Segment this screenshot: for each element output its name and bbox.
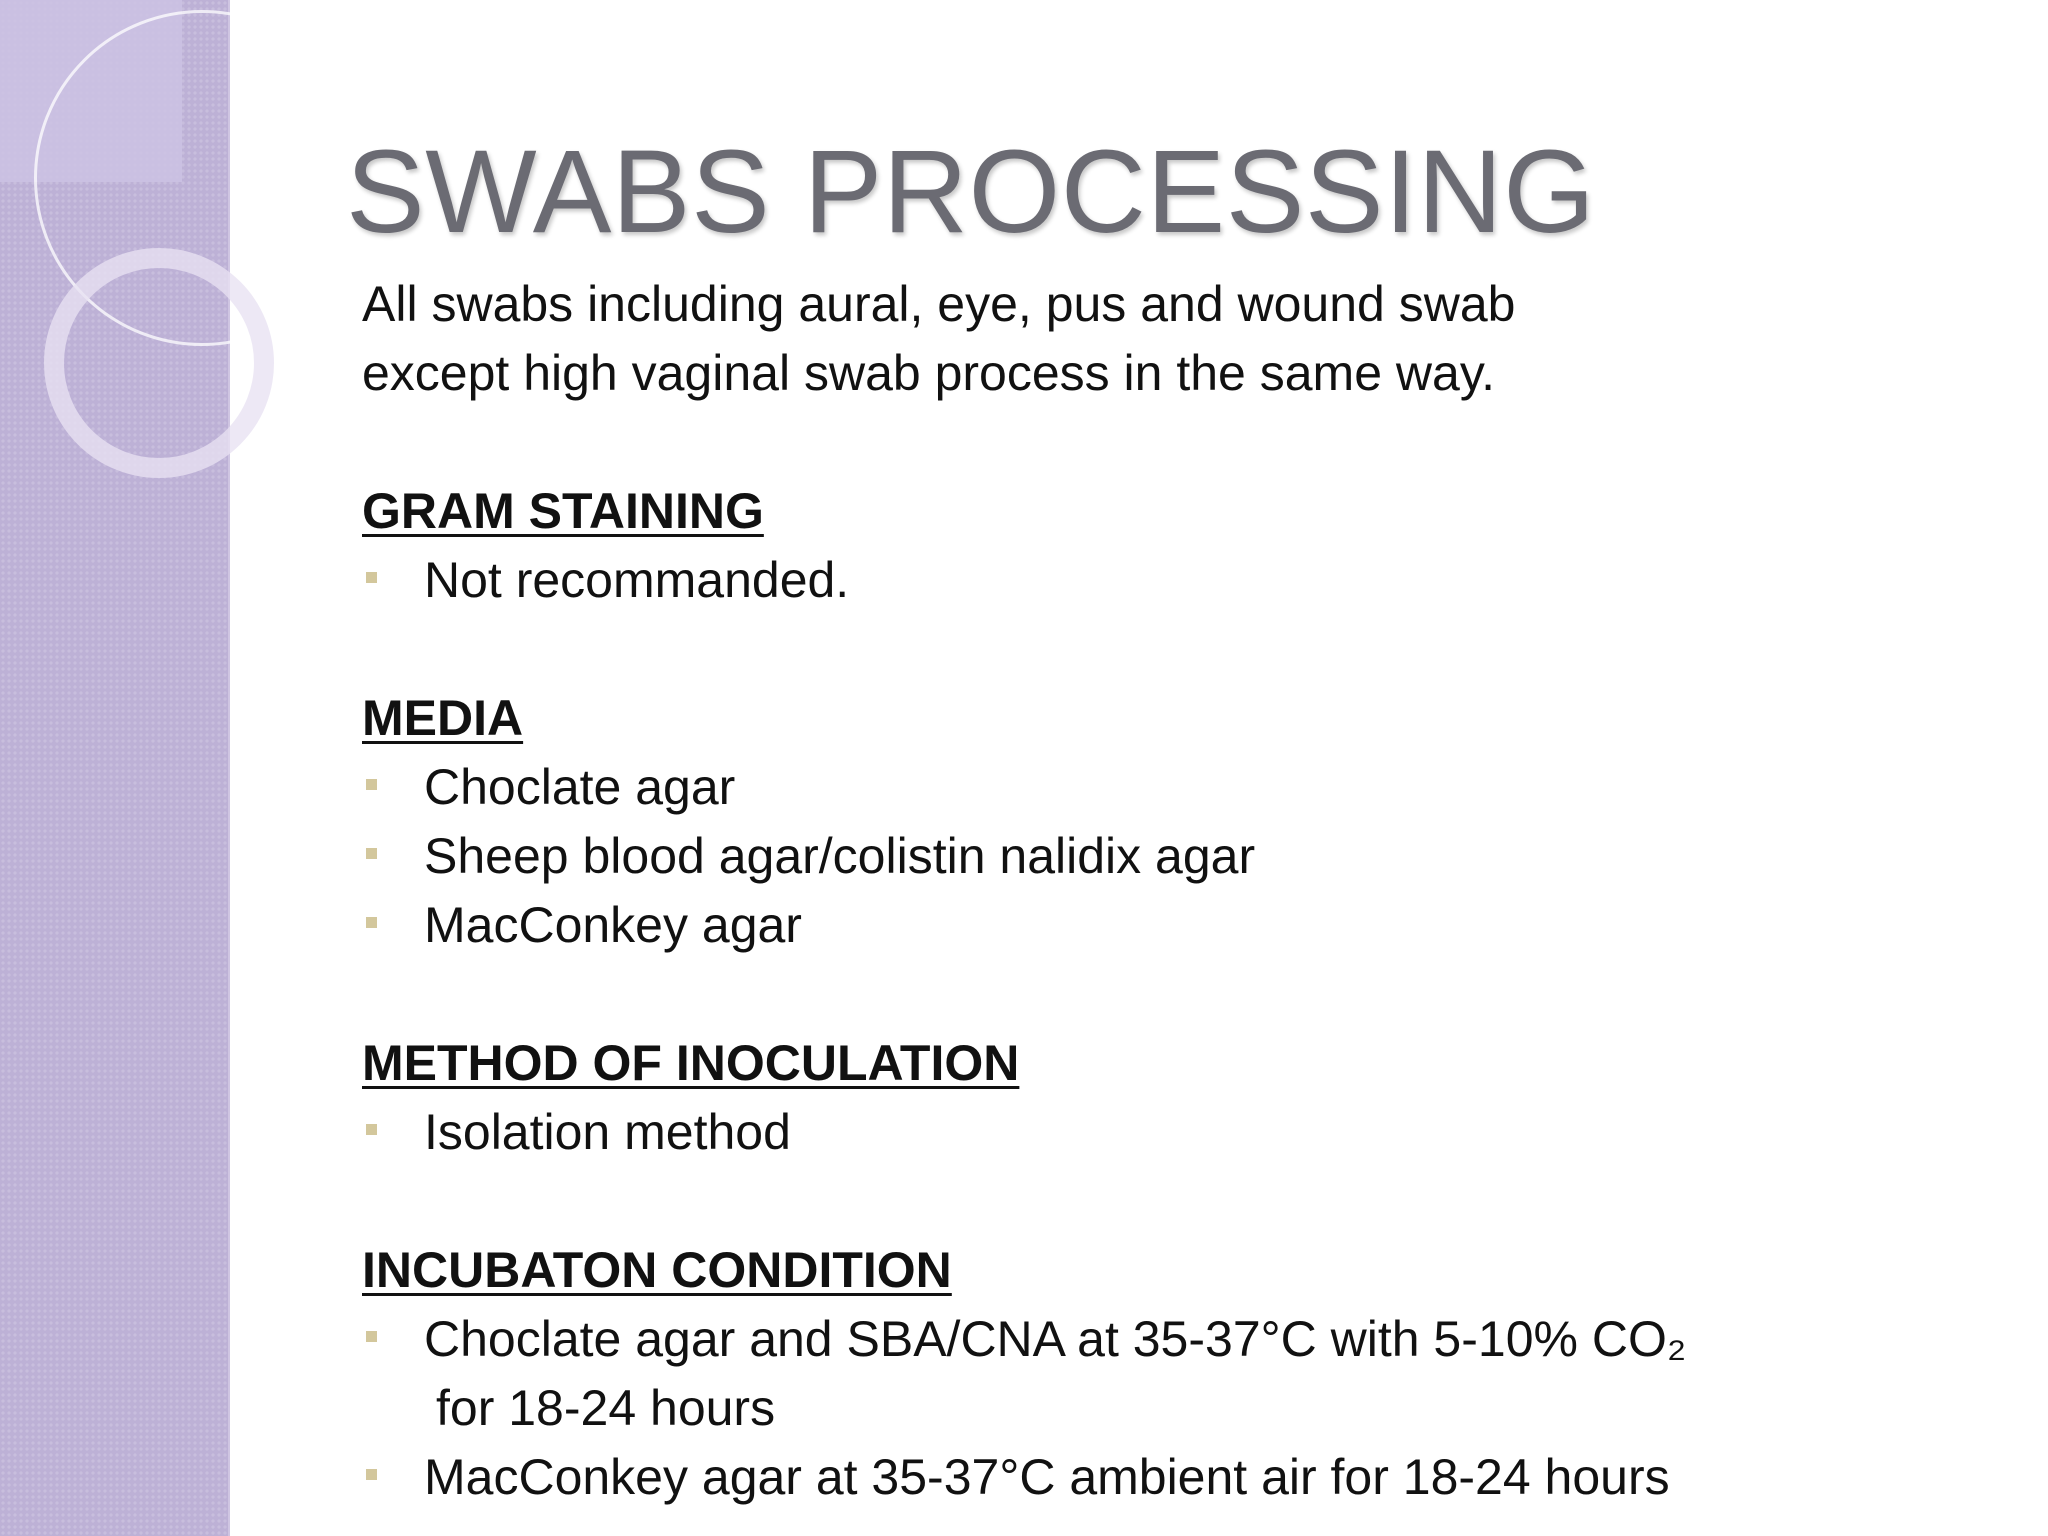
section-heading: GRAM STAINING xyxy=(362,483,764,539)
bullet-list xyxy=(362,1305,1962,1512)
section-media xyxy=(362,684,1962,960)
bullet-text: Isolation method xyxy=(424,1104,791,1160)
intro-line: All swabs including aural, eye, pus and wound swab xyxy=(362,276,1516,332)
square-bullet-icon xyxy=(366,917,377,928)
section-heading: INCUBATON CONDITION xyxy=(362,1242,952,1298)
bullet-text: Choclate agar xyxy=(424,759,736,815)
bullet-list xyxy=(362,546,1962,615)
square-bullet-icon xyxy=(366,848,377,859)
section-gram-staining xyxy=(362,477,1962,615)
bullet-text: Sheep blood agar/colistin nalidix agar xyxy=(424,828,1256,884)
bullet-text: MacConkey agar at 35-37°C ambient air for 18-24 hours xyxy=(424,1449,1670,1505)
bullet-item xyxy=(362,753,1962,822)
bullet-item xyxy=(362,891,1962,960)
bullet-item xyxy=(362,1443,1962,1512)
bullet-item xyxy=(362,546,1962,615)
bullet-list xyxy=(362,1098,1962,1167)
decorative-ring-medium xyxy=(44,248,274,478)
section-method-of-inoculation xyxy=(362,1029,1962,1167)
square-bullet-icon xyxy=(366,779,377,790)
bullet-text: Not recommanded. xyxy=(424,552,850,608)
intro-paragraph xyxy=(362,270,1962,408)
bullet-item xyxy=(362,1098,1962,1167)
slide-title: SWABS PROCESSING xyxy=(346,126,1596,258)
bullet-text: Choclate agar and SBA/CNA at 35-37°C with 5-10% CO₂ xyxy=(424,1311,1687,1367)
bullet-item xyxy=(362,822,1962,891)
intro-line: except high vaginal swab process in the same way. xyxy=(362,345,1496,401)
square-bullet-icon xyxy=(366,1124,377,1135)
square-bullet-icon xyxy=(366,1469,377,1480)
bullet-text: MacConkey agar xyxy=(424,897,802,953)
bullet-list xyxy=(362,753,1962,960)
square-bullet-icon xyxy=(366,1331,377,1342)
section-incubation-condition xyxy=(362,1236,1962,1512)
bullet-continuation: for 18-24 hours xyxy=(436,1380,776,1436)
square-bullet-icon xyxy=(366,572,377,583)
section-heading: MEDIA xyxy=(362,690,524,746)
slide-content xyxy=(362,270,1962,1512)
decorative-side-band xyxy=(0,0,230,1536)
section-heading: METHOD OF INOCULATION xyxy=(362,1035,1020,1091)
bullet-item xyxy=(362,1305,1962,1443)
